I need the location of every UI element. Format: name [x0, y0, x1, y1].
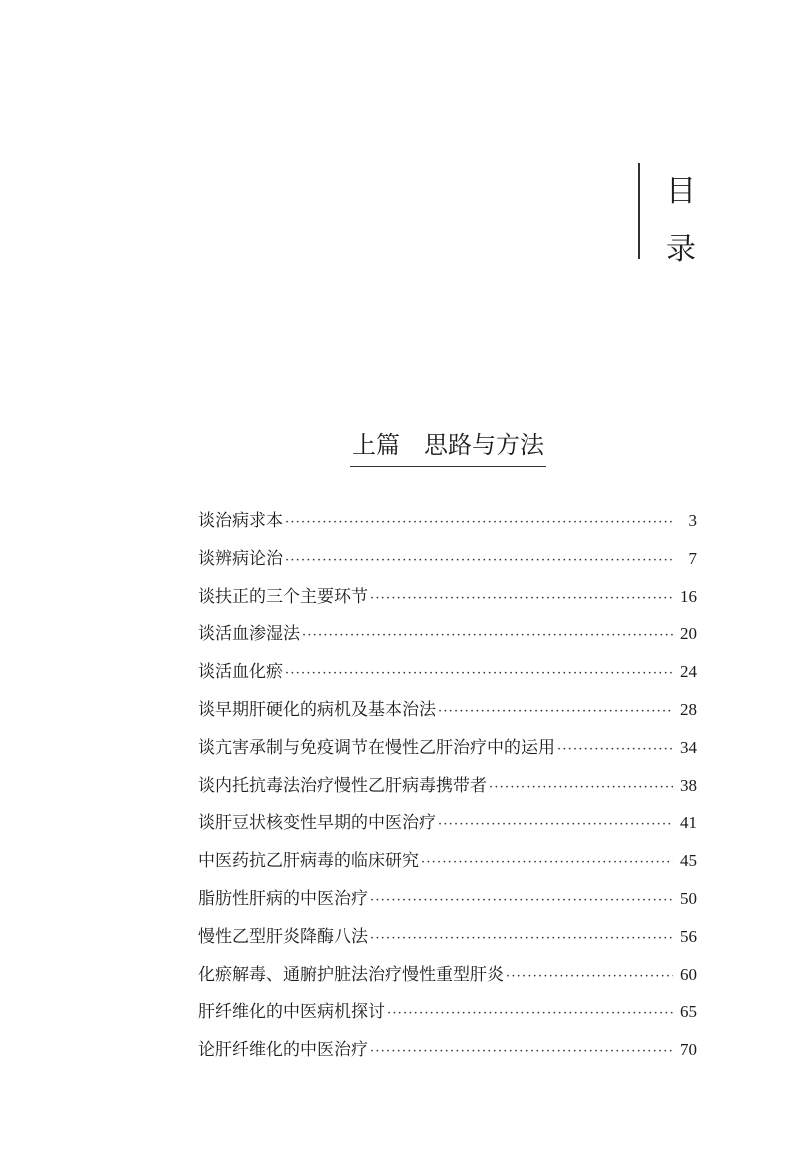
dot-leader — [370, 582, 673, 616]
dot-leader — [370, 1035, 673, 1069]
toc-entry-page: 70 — [680, 1040, 697, 1060]
toc-entry[interactable] — [198, 882, 697, 920]
toc-entry-title: 谈亢害承制与免疫调节在慢性乙肝治疗中的运用 — [198, 737, 555, 758]
toc-entry-title: 慢性乙型肝炎降酶八法 — [198, 926, 368, 947]
toc-entry-title: 谈辨病论治 — [198, 548, 283, 569]
toc-entry[interactable] — [198, 731, 697, 769]
toc-entry[interactable] — [198, 844, 697, 882]
dot-leader — [285, 657, 673, 691]
toc-entry[interactable] — [198, 769, 697, 807]
toc-entry-title: 化瘀解毒、通腑护脏法治疗慢性重型肝炎 — [198, 964, 504, 985]
toc-entry-page: 56 — [680, 926, 697, 946]
title-divider — [638, 163, 640, 259]
toc-entry-page: 65 — [680, 1002, 697, 1022]
toc-entry-title: 谈肝豆状核变性早期的中医治疗 — [198, 813, 436, 834]
dot-leader — [421, 846, 673, 880]
toc-entry[interactable] — [198, 1033, 697, 1071]
toc-entry-page: 60 — [680, 964, 697, 984]
table-of-contents — [198, 504, 697, 1071]
dot-leader — [438, 695, 673, 729]
toc-entry[interactable] — [198, 920, 697, 958]
toc-entry-title: 谈扶正的三个主要环节 — [198, 586, 368, 607]
toc-entry-page: 3 — [688, 511, 697, 530]
toc-entry-title: 谈治病求本 — [198, 511, 283, 531]
page-title: 目录 — [666, 174, 696, 267]
dot-leader — [302, 619, 673, 653]
toc-entry-page: 41 — [680, 813, 697, 833]
dot-leader — [438, 808, 673, 842]
toc-entry-page: 16 — [680, 586, 697, 606]
toc-entry-title: 论肝纤维化的中医治疗 — [198, 1040, 368, 1061]
toc-entry-page: 45 — [680, 851, 697, 871]
toc-entry-page: 38 — [680, 775, 697, 795]
toc-entry-title: 脂肪性肝病的中医治疗 — [198, 888, 368, 909]
dot-leader — [387, 997, 673, 1031]
toc-entry-title: 谈早期肝硬化的病机及基本治法 — [198, 699, 436, 720]
dot-leader — [370, 884, 673, 918]
section-heading-text: 上篇 思路与方法 — [350, 428, 546, 467]
toc-entry-title: 谈活血渗湿法 — [198, 624, 300, 645]
toc-entry-page: 28 — [680, 699, 697, 719]
toc-entry-title: 肝纤维化的中医病机探讨 — [198, 1002, 385, 1023]
dot-leader — [506, 960, 673, 994]
dot-leader — [557, 733, 673, 767]
toc-entry-page: 7 — [688, 548, 697, 568]
toc-entry[interactable] — [198, 542, 697, 580]
toc-entry[interactable] — [198, 806, 697, 844]
dot-leader — [370, 922, 673, 956]
toc-entry[interactable] — [198, 693, 697, 731]
page-title-block — [638, 163, 708, 267]
section-heading — [0, 428, 800, 467]
toc-entry-page: 20 — [680, 624, 697, 644]
toc-entry[interactable] — [198, 580, 697, 618]
toc-entry[interactable] — [198, 504, 697, 542]
toc-entry-title: 谈活血化瘀 — [198, 662, 283, 683]
toc-entry-page: 34 — [680, 737, 697, 757]
toc-entry-page: 24 — [680, 662, 697, 682]
toc-entry[interactable] — [198, 958, 697, 996]
toc-entry-page: 50 — [680, 888, 697, 908]
toc-entry[interactable] — [198, 655, 697, 693]
toc-entry-title: 谈内托抗毒法治疗慢性乙肝病毒携带者 — [198, 775, 487, 796]
toc-entry-title: 中医药抗乙肝病毒的临床研究 — [198, 851, 419, 872]
toc-entry[interactable] — [198, 617, 697, 655]
toc-entry[interactable] — [198, 995, 697, 1033]
dot-leader — [285, 544, 673, 578]
dot-leader — [489, 771, 673, 805]
dot-leader — [285, 506, 673, 540]
